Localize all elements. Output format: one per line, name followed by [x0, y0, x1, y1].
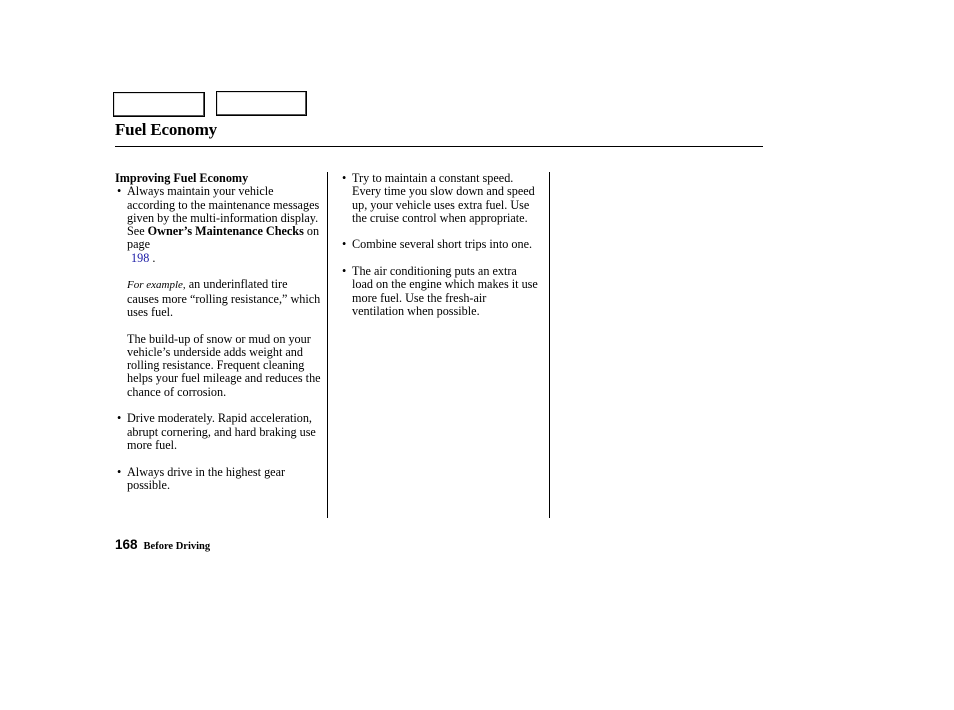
bullet-text: Always maintain your vehicle according to the maintenance messages given by the multi-information display. See: [127, 184, 320, 239]
bullet-highest-gear: • Always drive in the highest gear possible.: [115, 466, 321, 493]
bullet-constant-speed: • Try to maintain a constant speed. Every time you slow down and speed up, your vehicle uses extra fuel. Use the cruise control when appropriate.: [340, 172, 540, 225]
column-divider: [549, 172, 550, 518]
page-number: 168: [115, 537, 138, 552]
section-heading: Improving Fuel Economy: [115, 171, 249, 185]
column-divider: [327, 172, 328, 518]
page-title: Fuel Economy: [115, 120, 217, 139]
text-column-1: [115, 172, 321, 492]
snow-mud-paragraph: The build-up of snow or mud on your vehicle’s underside adds weight and rolling resistance. Frequent cleaning helps your fuel mileage and reduces the chance of corrosion.: [127, 331, 321, 399]
bullet-air-conditioning: • The air conditioning puts an extra load on the engine which makes it use more fuel. Use the fresh-air ventilation when possible.: [340, 265, 540, 318]
bullet-text: .: [149, 250, 156, 265]
page-link-198[interactable]: 198: [131, 250, 150, 265]
reference-owners-maintenance-checks: Owner’s Maintenance Checks: [147, 224, 304, 239]
example-text: an underinflated tire causes more “rolling resistance,” which uses fuel.: [127, 277, 321, 319]
nav-button-previous[interactable]: [113, 92, 205, 117]
example-lead: For example,: [127, 279, 186, 292]
page-footer: [115, 536, 210, 554]
bullet-maintenance: [115, 185, 321, 265]
nav-button-next[interactable]: [216, 91, 307, 116]
bullet-drive-moderately: • Drive moderately. Rapid acceleration, abrupt cornering, and hard braking use more fuel.: [115, 412, 321, 452]
bullet-combine-trips: • Combine several short trips into one.: [340, 238, 540, 251]
example-paragraph: [115, 278, 321, 319]
title-divider: [115, 146, 763, 147]
section-name: Before Driving: [143, 541, 211, 552]
bullet-text: on page: [127, 224, 320, 252]
text-column-2: [340, 172, 540, 318]
